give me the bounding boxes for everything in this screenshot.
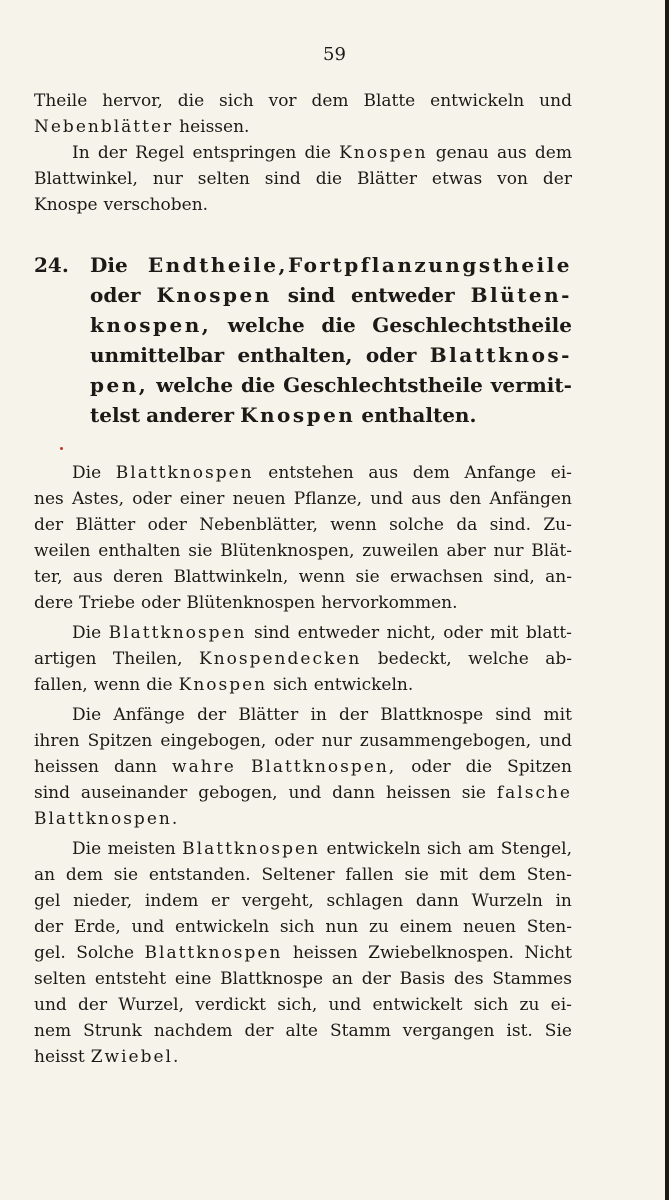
word: nun bbox=[325, 917, 359, 937]
word: oder bbox=[365, 343, 417, 367]
word: entwickeln. bbox=[313, 675, 414, 695]
word: Regel bbox=[135, 143, 185, 163]
word: von bbox=[497, 169, 528, 189]
word: sich bbox=[473, 995, 509, 1015]
word: da bbox=[456, 515, 478, 535]
word: oder bbox=[90, 283, 141, 307]
word: Theilen, bbox=[112, 649, 183, 669]
word: schlagen bbox=[326, 891, 404, 911]
word: Blattwinkel, bbox=[34, 169, 138, 189]
word: nes bbox=[34, 489, 64, 509]
word: mit bbox=[439, 865, 468, 885]
text-line bbox=[34, 672, 572, 698]
word: etwas bbox=[431, 169, 483, 189]
word: oder bbox=[443, 623, 483, 643]
text-line bbox=[34, 836, 572, 862]
word: sind bbox=[254, 623, 291, 643]
word: zu bbox=[368, 917, 389, 937]
text-line bbox=[34, 512, 572, 538]
word: wahre bbox=[172, 757, 236, 777]
text-line bbox=[34, 460, 572, 486]
word: dem bbox=[534, 143, 572, 163]
heading-line bbox=[90, 370, 572, 400]
word: entspringen bbox=[192, 143, 297, 163]
word: Blattknospen. bbox=[34, 809, 180, 829]
word: dem bbox=[65, 865, 103, 885]
word: oder bbox=[141, 593, 181, 613]
word: meisten bbox=[107, 839, 176, 859]
text-line bbox=[34, 914, 572, 940]
text-line bbox=[34, 192, 572, 218]
word: alte bbox=[285, 1021, 318, 1041]
word: die bbox=[146, 675, 173, 695]
word: Stamm bbox=[329, 1021, 391, 1041]
word: dere bbox=[34, 593, 74, 613]
word: eine bbox=[174, 969, 212, 989]
word: Wurzeln bbox=[471, 891, 543, 911]
word: Blattwinkeln, bbox=[173, 567, 289, 587]
word: den bbox=[449, 489, 482, 509]
word: Knospen bbox=[178, 675, 268, 695]
word: sie bbox=[355, 567, 380, 587]
section-heading bbox=[34, 250, 572, 430]
word: Nicht bbox=[524, 943, 572, 963]
word: genau bbox=[435, 143, 489, 163]
word: heisst bbox=[34, 1047, 85, 1067]
word: Blatte bbox=[363, 91, 416, 111]
word: einer bbox=[179, 489, 225, 509]
word: sie bbox=[113, 865, 139, 885]
word: hervor, bbox=[102, 91, 163, 111]
word: Blattknospen bbox=[144, 943, 283, 963]
word: enthalten. bbox=[361, 403, 477, 427]
word: Zwiebelknospen. bbox=[368, 943, 514, 963]
word: an bbox=[34, 865, 56, 885]
word: sind. bbox=[489, 515, 532, 535]
word: heissen bbox=[385, 783, 451, 803]
word: entweder bbox=[350, 283, 455, 307]
word: neuen bbox=[463, 917, 516, 937]
heading-line bbox=[90, 250, 572, 280]
word: dann bbox=[114, 757, 157, 777]
word: sich bbox=[219, 91, 254, 111]
word: sich bbox=[273, 675, 308, 695]
word: wenn bbox=[93, 675, 141, 695]
word: solche bbox=[389, 515, 444, 535]
word: Geschlechtstheile bbox=[372, 313, 572, 337]
word: aus bbox=[72, 567, 103, 587]
ink-speck bbox=[60, 447, 63, 450]
text-line bbox=[34, 966, 572, 992]
word: Anfange bbox=[464, 463, 537, 483]
word: ter, bbox=[34, 567, 63, 587]
word: ei- bbox=[550, 995, 572, 1015]
text-line bbox=[34, 486, 572, 512]
word: sie bbox=[404, 865, 429, 885]
word: aus bbox=[496, 143, 527, 163]
word: bedeckt, bbox=[377, 649, 452, 669]
word: anderer bbox=[146, 403, 235, 427]
word: Knospen bbox=[240, 403, 356, 427]
word: vergangen bbox=[402, 1021, 495, 1041]
word: nur bbox=[321, 731, 352, 751]
word: falsche bbox=[496, 783, 572, 803]
word: ihren bbox=[34, 731, 80, 751]
word: Blätter bbox=[75, 515, 136, 535]
word: fallen, bbox=[34, 675, 88, 695]
word: vermit- bbox=[490, 373, 572, 397]
word: Die bbox=[72, 839, 102, 859]
word: der bbox=[34, 515, 64, 535]
word: Geschlechtstheile bbox=[283, 373, 483, 397]
text-line bbox=[34, 888, 572, 914]
word: verdickt bbox=[195, 995, 266, 1015]
word: fallen bbox=[345, 865, 394, 885]
text-line bbox=[34, 862, 572, 888]
word: verschoben. bbox=[103, 195, 209, 215]
word: entstanden. bbox=[148, 865, 251, 885]
word: vor bbox=[268, 91, 297, 111]
word: an bbox=[331, 969, 353, 989]
word: unmittelbar bbox=[90, 343, 225, 367]
word: erwachsen bbox=[390, 567, 484, 587]
word: Zwiebel. bbox=[90, 1047, 181, 1067]
heading-line bbox=[90, 340, 572, 370]
word: sind bbox=[264, 169, 301, 189]
word: in bbox=[310, 705, 327, 725]
word: artigen bbox=[34, 649, 97, 669]
word: Blattknospen bbox=[108, 623, 247, 643]
word: Knospen bbox=[339, 143, 428, 163]
word: der bbox=[339, 705, 369, 725]
word: eingebogen, bbox=[160, 731, 267, 751]
word: mit bbox=[543, 705, 572, 725]
word: blatt- bbox=[526, 623, 572, 643]
word: der bbox=[97, 143, 127, 163]
text-line bbox=[34, 1018, 572, 1044]
word: Blütenknospen bbox=[186, 593, 316, 613]
word: sich bbox=[279, 917, 315, 937]
word: aber bbox=[446, 541, 486, 561]
text-line bbox=[34, 88, 572, 114]
text-line bbox=[34, 940, 572, 966]
word: welche bbox=[227, 313, 305, 337]
word: nem bbox=[34, 1021, 72, 1041]
word: die bbox=[240, 373, 276, 397]
word: er bbox=[211, 891, 230, 911]
word: Sten- bbox=[526, 865, 572, 885]
word: an- bbox=[545, 567, 572, 587]
text-line bbox=[34, 590, 572, 616]
word: auseinander bbox=[80, 783, 188, 803]
text-line bbox=[34, 728, 572, 754]
heading-line bbox=[90, 400, 572, 430]
word: wenn bbox=[298, 567, 346, 587]
word: sie bbox=[461, 783, 486, 803]
word: sind bbox=[287, 283, 336, 307]
word: Nebenblätter, bbox=[199, 515, 318, 535]
word: knospen, bbox=[90, 313, 212, 337]
word: die bbox=[177, 91, 205, 111]
word: sie bbox=[188, 541, 213, 561]
word: Erde, bbox=[73, 917, 121, 937]
word: Anfängen bbox=[489, 489, 572, 509]
word: Sie bbox=[544, 1021, 572, 1041]
word: Endtheile,Fortpflanzungstheile bbox=[147, 253, 572, 277]
heading-line bbox=[90, 280, 572, 310]
word: heissen bbox=[292, 943, 358, 963]
word: entwickeln bbox=[175, 917, 270, 937]
word: und bbox=[370, 489, 404, 509]
word: sich bbox=[426, 839, 462, 859]
body-paragraphs bbox=[34, 460, 572, 1070]
heading-line bbox=[90, 310, 572, 340]
word: der bbox=[361, 969, 391, 989]
word: entwickeln bbox=[430, 91, 525, 111]
word: dann bbox=[332, 783, 376, 803]
word: sich, bbox=[277, 995, 318, 1015]
word: entsteht bbox=[94, 969, 167, 989]
word: Sten- bbox=[526, 917, 572, 937]
word: Blattknospen, bbox=[250, 757, 397, 777]
word: die bbox=[315, 169, 343, 189]
word: nur bbox=[152, 169, 183, 189]
word: Theile bbox=[34, 91, 88, 111]
word: Blätter bbox=[357, 169, 417, 189]
word: und bbox=[34, 995, 67, 1015]
page-edge bbox=[665, 0, 669, 1200]
word: Zu- bbox=[543, 515, 572, 535]
word: neuen bbox=[232, 489, 286, 509]
word: aus bbox=[411, 489, 442, 509]
word: dem bbox=[412, 463, 450, 483]
word: des bbox=[453, 969, 484, 989]
word: gel. bbox=[34, 943, 66, 963]
word: oder bbox=[274, 731, 314, 751]
word: Triebe bbox=[79, 593, 136, 613]
word: in bbox=[555, 891, 572, 911]
word: zu bbox=[519, 995, 540, 1015]
word: entweder bbox=[297, 623, 380, 643]
word: welche bbox=[156, 373, 234, 397]
word: Pflanze, bbox=[293, 489, 363, 509]
word: heissen. bbox=[179, 117, 250, 137]
word: nicht, bbox=[386, 623, 436, 643]
word: selten bbox=[197, 169, 250, 189]
word: der bbox=[78, 995, 108, 1015]
word: zuweilen bbox=[362, 541, 439, 561]
word: die bbox=[321, 313, 356, 337]
word: dem bbox=[478, 865, 516, 885]
word: Stammes bbox=[492, 969, 572, 989]
word: entwickeln bbox=[326, 839, 421, 859]
word: Blattknos- bbox=[429, 343, 572, 367]
word: Die bbox=[90, 253, 128, 277]
word: ist. bbox=[506, 1021, 533, 1041]
word: Blattknospe bbox=[380, 705, 484, 725]
text-line bbox=[34, 538, 572, 564]
word: hervorkommen. bbox=[321, 593, 458, 613]
word: ei- bbox=[550, 463, 572, 483]
word: Blütenknospen, bbox=[220, 541, 355, 561]
word: dem bbox=[311, 91, 349, 111]
text-line bbox=[34, 114, 572, 140]
word: deren bbox=[113, 567, 164, 587]
word: der bbox=[244, 1021, 274, 1041]
word: heissen bbox=[34, 757, 99, 777]
word: aus bbox=[368, 463, 399, 483]
word: ab- bbox=[545, 649, 572, 669]
word: Anfänge bbox=[113, 705, 185, 725]
text-line bbox=[34, 166, 572, 192]
word: Basis bbox=[399, 969, 446, 989]
word: nachdem bbox=[153, 1021, 233, 1041]
word: Blät- bbox=[531, 541, 572, 561]
word: entwickelt bbox=[372, 995, 463, 1015]
word: zusammengebogen, bbox=[359, 731, 532, 751]
word: die bbox=[304, 143, 331, 163]
word: die bbox=[465, 757, 493, 777]
word: und bbox=[539, 91, 572, 111]
word: selten bbox=[34, 969, 87, 989]
word: und bbox=[328, 995, 362, 1015]
section-number: 24. bbox=[34, 253, 69, 277]
word: Knospendecken bbox=[199, 649, 362, 669]
word: Knospe bbox=[34, 195, 98, 215]
word: der bbox=[197, 705, 227, 725]
text-line bbox=[34, 620, 572, 646]
word: oder bbox=[132, 489, 172, 509]
word: nur bbox=[493, 541, 524, 561]
word: Solche bbox=[76, 943, 135, 963]
word: sind, bbox=[493, 567, 535, 587]
text-line bbox=[34, 754, 572, 780]
word: oder bbox=[411, 757, 451, 777]
word: Spitzen bbox=[87, 731, 153, 751]
text-line bbox=[34, 564, 572, 590]
word: Astes, bbox=[71, 489, 124, 509]
word: und bbox=[539, 731, 572, 751]
word: Strunk bbox=[83, 1021, 142, 1041]
word: Die bbox=[72, 463, 102, 483]
word: dann bbox=[415, 891, 459, 911]
text-line bbox=[34, 806, 572, 832]
word: Seltener bbox=[261, 865, 335, 885]
word: enthalten, bbox=[237, 343, 353, 367]
word: Blätter bbox=[238, 705, 299, 725]
word: enthalten bbox=[98, 541, 181, 561]
word: gel bbox=[34, 891, 61, 911]
word: Blattknospen bbox=[115, 463, 254, 483]
word: einem bbox=[399, 917, 453, 937]
word: und bbox=[288, 783, 322, 803]
word: Die bbox=[72, 705, 102, 725]
word: Wurzel, bbox=[118, 995, 185, 1015]
text-line bbox=[34, 1044, 572, 1070]
word: der bbox=[542, 169, 572, 189]
word: welche bbox=[468, 649, 529, 669]
word: oder bbox=[147, 515, 187, 535]
word: der bbox=[34, 917, 64, 937]
word: In bbox=[72, 143, 90, 163]
word: Stengel, bbox=[500, 839, 572, 859]
word: telst bbox=[90, 403, 141, 427]
word: sind bbox=[495, 705, 532, 725]
text-line bbox=[34, 646, 572, 672]
word: Blattknospe bbox=[220, 969, 324, 989]
word: indem bbox=[144, 891, 199, 911]
text-line bbox=[34, 992, 572, 1018]
word: entstehen bbox=[268, 463, 354, 483]
text-line bbox=[34, 140, 572, 166]
word: sind bbox=[34, 783, 70, 803]
intro-paragraphs bbox=[34, 88, 572, 218]
word: nieder, bbox=[73, 891, 133, 911]
text-line bbox=[34, 780, 572, 806]
word: pen, bbox=[90, 373, 149, 397]
word: wenn bbox=[330, 515, 377, 535]
word: Spitzen bbox=[507, 757, 572, 777]
word: und bbox=[131, 917, 165, 937]
word: gebogen, bbox=[198, 783, 278, 803]
word: Blüten- bbox=[470, 283, 572, 307]
word: Die bbox=[72, 623, 102, 643]
word: vergeht, bbox=[241, 891, 314, 911]
word: Blattknospen bbox=[182, 839, 321, 859]
word: Nebenblätter bbox=[34, 117, 174, 137]
word: mit bbox=[490, 623, 519, 643]
word: weilen bbox=[34, 541, 91, 561]
word: Knospen bbox=[156, 283, 272, 307]
word: am bbox=[468, 839, 495, 859]
page-number: 59 bbox=[323, 44, 346, 65]
text-line bbox=[34, 702, 572, 728]
